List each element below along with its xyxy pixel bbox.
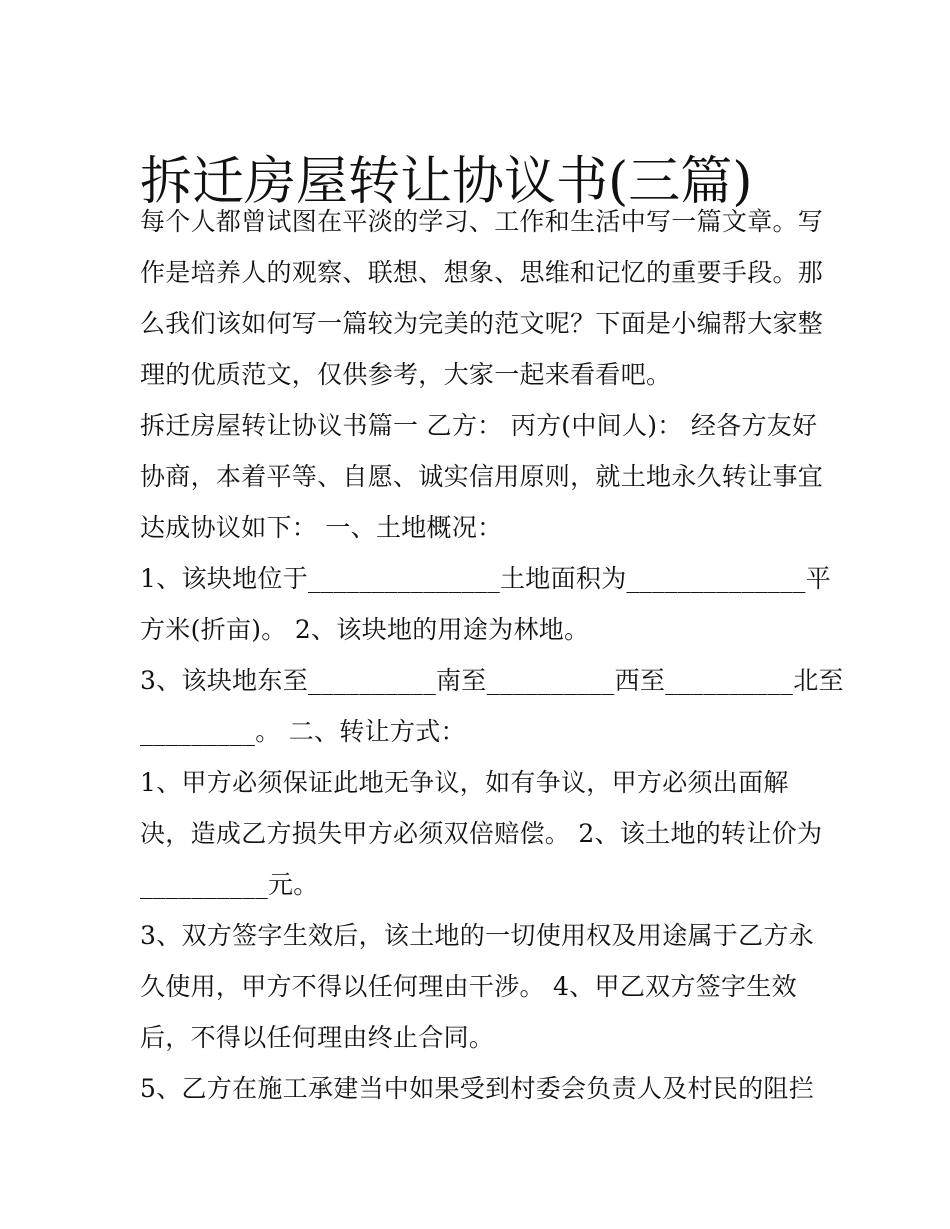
body-line: 1、甲方必须保证此地无争议，如有争议，甲方必须出面解 — [140, 768, 789, 797]
body-line: 作是培养人的观察、联想、想象、思维和记忆的重要手段。那 — [140, 258, 824, 287]
body-line: 么我们该如何写一篇较为完美的范文呢？下面是小编帮大家整 — [140, 309, 824, 338]
body-line: 协商，本着平等、自愿、诚实信用原则，就土地永久转让事宜 — [140, 462, 824, 491]
body-line: 3、该块地东至__________南至__________西至__________北至 — [140, 666, 844, 695]
body-line: 5、乙方在施工承建当中如果受到村委会负责人及村民的阻拦 — [140, 1074, 815, 1103]
body-line: 1、该块地位于_______________土地面积为______________平 — [140, 564, 832, 593]
body-line: 3、双方签字生效后，该土地的一切使用权及用途属于乙方永 — [140, 921, 815, 950]
body-line: 决，造成乙方损失甲方必须双倍赔偿。 2、该土地的转让价为 — [140, 819, 823, 848]
body-line: _________。 二、转让方式： — [140, 717, 466, 746]
body-line: 久使用，甲方不得以任何理由干涉。 4、甲乙双方签字生效 — [140, 972, 797, 1001]
body-line: 每个人都曾试图在平淡的学习、工作和生活中写一篇文章。写 — [140, 207, 824, 236]
body-line: 理的优质范文，仅供参考，大家一起来看看吧。 — [140, 360, 672, 389]
body-line: 达成协议如下： 一、土地概况： — [140, 513, 503, 542]
document-title: 拆迁房屋转让协议书(三篇) — [140, 151, 753, 212]
body-line: 拆迁房屋转让协议书篇一 乙方： 丙方(中间人)： 经各方友好 — [140, 411, 818, 440]
body-line: __________元。 — [140, 870, 319, 899]
body-line: 方米(折亩)。 2、该块地的用途为林地。 — [140, 615, 590, 644]
body-line: 后，不得以任何理由终止合同。 — [140, 1023, 495, 1052]
